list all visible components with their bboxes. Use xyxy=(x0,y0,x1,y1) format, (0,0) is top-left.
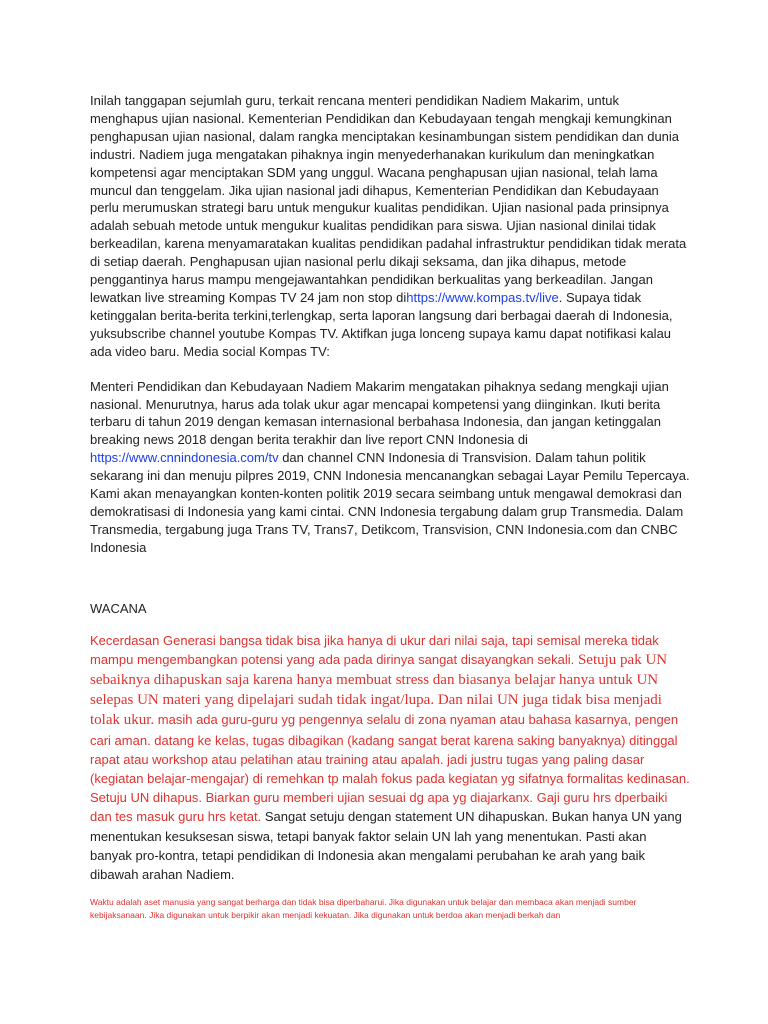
footer-quote: Waktu adalah aset manusia yang sangat berharga dan tidak bisa diperbaharui. Jika digunakan untuk belajar dan membaca akan menjadi sumber kebijaksanaan. Jika digunakan untuk berpikir akan menjadi kekuatan. Jika digunakan untuk berdoa akan menjadi berkah dan xyxy=(90,897,637,921)
paragraph-kompas-text-a: Inilah tanggapan sejumlah guru, terkait rencana menteri pendidikan Nadiem Makarim, untuk menghapus ujian nasional. Kementerian Pendidikan dan Kebudayaan tengah mengkaji kemungkinan penghapusan ujian nasional, dalam rangka menciptakan kesinambungan sistem pendidikan dan dunia industri. Nadiem juga mengatakan pihaknya ingin menyederhanakan kurikulum dan meningkatkan kompetensi agar menciptakan SDM yang unggul. Wacana penghapusan ujian nasional, telah lama muncul dan tenggelam. Jika ujian nasional jadi dihapus, Kementerian Pendidikan dan Kebudayaan perlu merumuskan strategi baru untuk mengukur kualitas pendidikan. Ujian nasional pada prinsipnya adalah sebuah metode untuk mengukur kualitas pendidikan para siswa. Ujian nasional dinilai tidak berkeadilan, karena menyamaratakan kualitas pendidikan padahal infrastruktur pendidikan tidak merata di setiap daerah. Penghapusan ujian nasional perlu dikaji seksama, dan jika dihapus, metode penggantinya harus mampu mengejawantahkan pendidikan berkualitas yang berkeadilan. Jangan lewatkan live streaming Kompas TV 24 jam non stop di xyxy=(90,93,687,305)
paragraph-cnn-text-b: dan channel CNN Indonesia di Transvision. Dalam tahun politik sekarang ini dan menuju pilpres 2019, CNN Indonesia mencanangkan sebagai Layar Pemilu Tepercaya. Kami akan menayangkan konten-konten politik 2019 secara seimbang untuk mengawal demokrasi dan demokratisasi di Indonesia yang kami cintai. CNN Indonesia tergabung dalam grup Transmedia. Dalam Transmedia, tergabung juga Trans TV, Trans7, Detikcom, Transvision, CNN Indonesia.com dan CNBC Indonesia xyxy=(90,450,690,555)
kompas-live-link[interactable]: https://www.kompas.tv/live xyxy=(406,289,559,305)
document-page xyxy=(90,92,690,922)
comment-black: Sangat setuju dengan statement UN dihapuskan. Bukan hanya UN yang menentukan kesuksesan siswa, tetapi banyak faktor selain UN lah yang menentukan. Pasti akan banyak pro-kontra, tetapi pendidikan di Indonesia akan mengalami perubahan ke arah yang baik dibawah arahan Nadiem. xyxy=(90,809,682,883)
comment-red-1: Kecerdasan Generasi bangsa tidak bisa jika hanya di ukur dari nilai saja, tapi semisal mereka tidak mampu mengembangkan potensi yang ada pada dirinya sangat disayangkan sekali. xyxy=(90,632,659,667)
paragraph-wacana xyxy=(90,631,690,885)
paragraph-cnn xyxy=(90,378,690,557)
paragraph-kompas-text-b: . Supaya tidak ketinggalan berita-berita terkini,terlengkap, serta laporan langsung dari berbagai daerah di Indonesia, yuksubscribe channel youtube Kompas TV. Aktifkan juga lonceng supaya kamu dapat notifikasi kalau ada video baru. Media social Kompas TV: xyxy=(90,289,673,359)
comment-red-serif: Setuju pak UN sebaiknya dihapuskan saja karena hanya membuat stress dan biasanya belajar hanya untuk UN selepas UN materi yang dipelajari sudah tidak ingat/lupa. Dan nilai UN juga tidak bisa menjadi tolak ukur. xyxy=(90,651,668,729)
paragraph-kompas xyxy=(90,92,690,361)
cnn-tv-link[interactable]: https://www.cnnindonesia.com/tv xyxy=(90,450,279,466)
section-heading: WACANA xyxy=(90,600,147,616)
paragraph-cnn-text-a: Menteri Pendidikan dan Kebudayaan Nadiem Makarim mengatakan pihaknya sedang mengkaji ujian nasional. Menurutnya, harus ada tolak ukur agar mencapai kompetensi yang diinginkan. Ikuti berita terbaru di tahun 2019 dengan kemasan internasional berbahasa Indonesia, dan jangan ketinggalan breaking news 2018 dengan berita terakhir dan live report CNN Indonesia di xyxy=(90,378,669,448)
comment-red-2: masih ada guru-guru yg pengennya selalu di zona nyaman atau bahasa kasarnya, pengen cari aman. datang ke kelas, tugas dibagikan (kadang sangat berat karena saking banyaknya) ditinggal rapat atau workshop atau pelatihan atau training atau apalah. jadi justru tugas yang paling dasar (kegiatan belajar-mengajar) di remehkan tp malah fokus pada kegiatan yg sifatnya formalitas kedinasan. Setuju UN dihapus. Biarkan guru memberi ujian sesuai dg apa yg diajarkanx. Gaji guru hrs dperbaiki dan tes masuk guru hrs ketat. xyxy=(90,712,690,825)
